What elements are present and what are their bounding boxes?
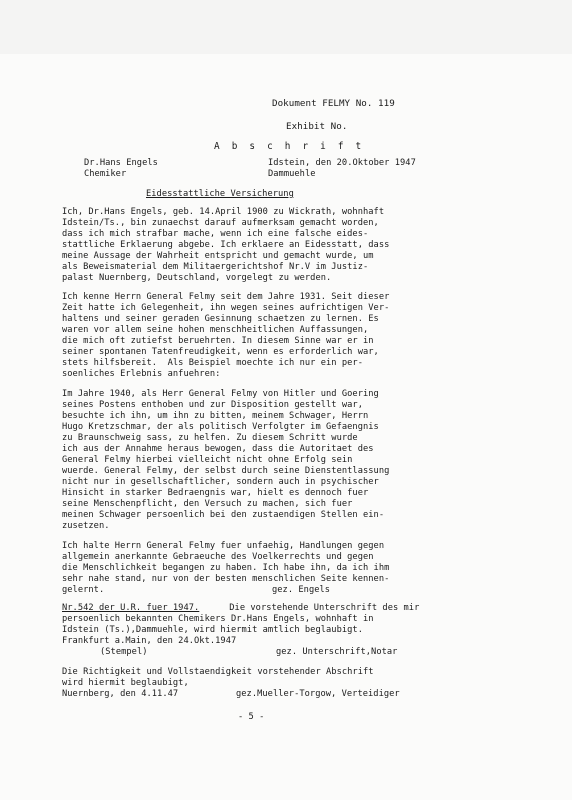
text-line: Die vorstehende Unterschrift des mir [224,603,420,613]
text-line: seines Postens enthoben und zur Disposition gestellt war, [62,400,363,410]
document-title: A b s c h r i f t [214,141,365,152]
text-line: palast Nuernberg, Deutschland, vorgelegt zu werden. [62,273,332,283]
document-id: Dokument FELMY No. 119 [272,98,395,109]
exhibit-number: Exhibit No. [286,121,348,132]
street: Dammuehle [268,169,316,179]
text-line: wird hiermit beglaubigt, [62,678,189,688]
text-line: Die Richtigkeit und Vollstaendigkeit vorstehender Abschrift [62,667,374,677]
text-line: Ich halte Herrn General Felmy fuer unfaehig, Handlungen gegen [62,541,385,551]
text-line: Frankfurt a.Main, den 24.Okt.1947 [62,636,237,646]
text-line: die mich oft zutiefst beruehrten. In diesem Sinne war er in [62,336,374,346]
text-line: Hugo Kretzschmar, der als politisch Verfolgter im Gefaengnis [62,422,379,432]
text-line: Zeit hatte ich Gelegenheit, ihn wegen seines aufrichtigen Ver- [62,303,390,313]
defense-counsel-signature: gez.Mueller-Torgow, Verteidiger [236,689,400,699]
text-line: die Menschlichkeit begangen zu haben. Ich habe ihn, da ich ihm [62,563,390,573]
stamp-note: (Stempel) [100,647,148,657]
text-line: General Felmy hierbei vielleicht nicht ohne Erfolg sein [62,455,353,465]
text-line: haltens und seiner geraden Gesinnung schaetzen zu lernen. Es [62,314,379,324]
text-line: Hinsicht in starker Bedraengnis war, hielt es dennoch fuer [62,488,369,498]
text-line: besuchte ich ihn, um ihn zu bitten, meinem Schwager, Herrn [62,411,369,421]
text-line: soenliches Erlebnis anfuehren: [62,369,221,379]
text-line: ich aus der Annahme heraus bewogen, dass die Autoritaet des [62,444,374,454]
text-line: Idstein/Ts., bin zunaechst darauf aufmerksam gemacht worden, [62,218,379,228]
author-profession: Chemiker [84,169,127,179]
attestation-place-date: Nuernberg, den 4.11.47 [62,689,179,699]
page-number: - 5 - [238,712,265,722]
text-line: Ich, Dr.Hans Engels, geb. 14.April 1900 zu Wickrath, wohnhaft [62,207,385,217]
text-line: meine Aussage der Wahrheit entspricht und gemacht wurde, um [62,251,374,261]
text-line: seiner spontanen Tatenfreudigkeit, wenn es erforderlich war, [62,347,379,357]
signature-engels: gez. Engels [272,585,331,595]
text-line: zusetzen. [62,521,110,531]
declaration-title: Eidesstattliche Versicherung [146,189,294,199]
text-line: zu Braunschweig sass, zu helfen. Zu diesem Schritt wurde [62,433,358,443]
text-line: sehr nahe stand, nur von der besten menschlichen Seite kennen- [62,574,390,584]
text-line: gelernt. [62,585,105,595]
text-line: nicht nur in gesellschaftlicher, sondern auch in psychischer [62,477,379,487]
certification-number: Nr.542 der U.R. fuer 1947. [62,603,200,613]
scan-margin [0,0,572,54]
text-line: meinen Schwager persoenlich bei den zustaendigen Stellen ein- [62,510,385,520]
text-line: seine Menschenpflicht, den Versuch zu machen, sich fuer [62,499,353,509]
text-line: Im Jahre 1940, als Herr General Felmy von Hitler und Goering [62,389,379,399]
author-name: Dr.Hans Engels [84,158,158,168]
place-date: Idstein, den 20.Oktober 1947 [268,158,416,168]
text-line: dass ich mich strafbar mache, wenn ich eine falsche eides- [62,229,369,239]
text-line: stets hilfsbereit. Als Beispiel moechte ich nur ein per- [62,358,363,368]
text-line: persoenlich bekannten Chemikers Dr.Hans Engels, wohnhaft in [62,614,374,624]
text-line: Idstein (Ts.),Dammuehle, wird hiermit amtlich beglaubigt. [62,625,363,635]
notary-signature: gez. Unterschrift,Notar [276,647,398,657]
text-line: waren vor allem seine hohen menschheitlichen Auffassungen, [62,325,369,335]
text-line: Ich kenne Herrn General Felmy seit dem Jahre 1931. Seit dieser [62,292,390,302]
text-line: wuerde. General Felmy, der selbst durch seine Dienstentlassung [62,466,390,476]
text-line: allgemein anerkannte Gebraeuche des Voelkerrechts und gegen [62,552,374,562]
text-line: stattliche Erklaerung abgebe. Ich erklaere an Eidesstatt, dass [62,240,390,250]
text-line: als Beweismaterial dem Militaergerichtshof Nr.V im Justiz- [62,262,369,272]
